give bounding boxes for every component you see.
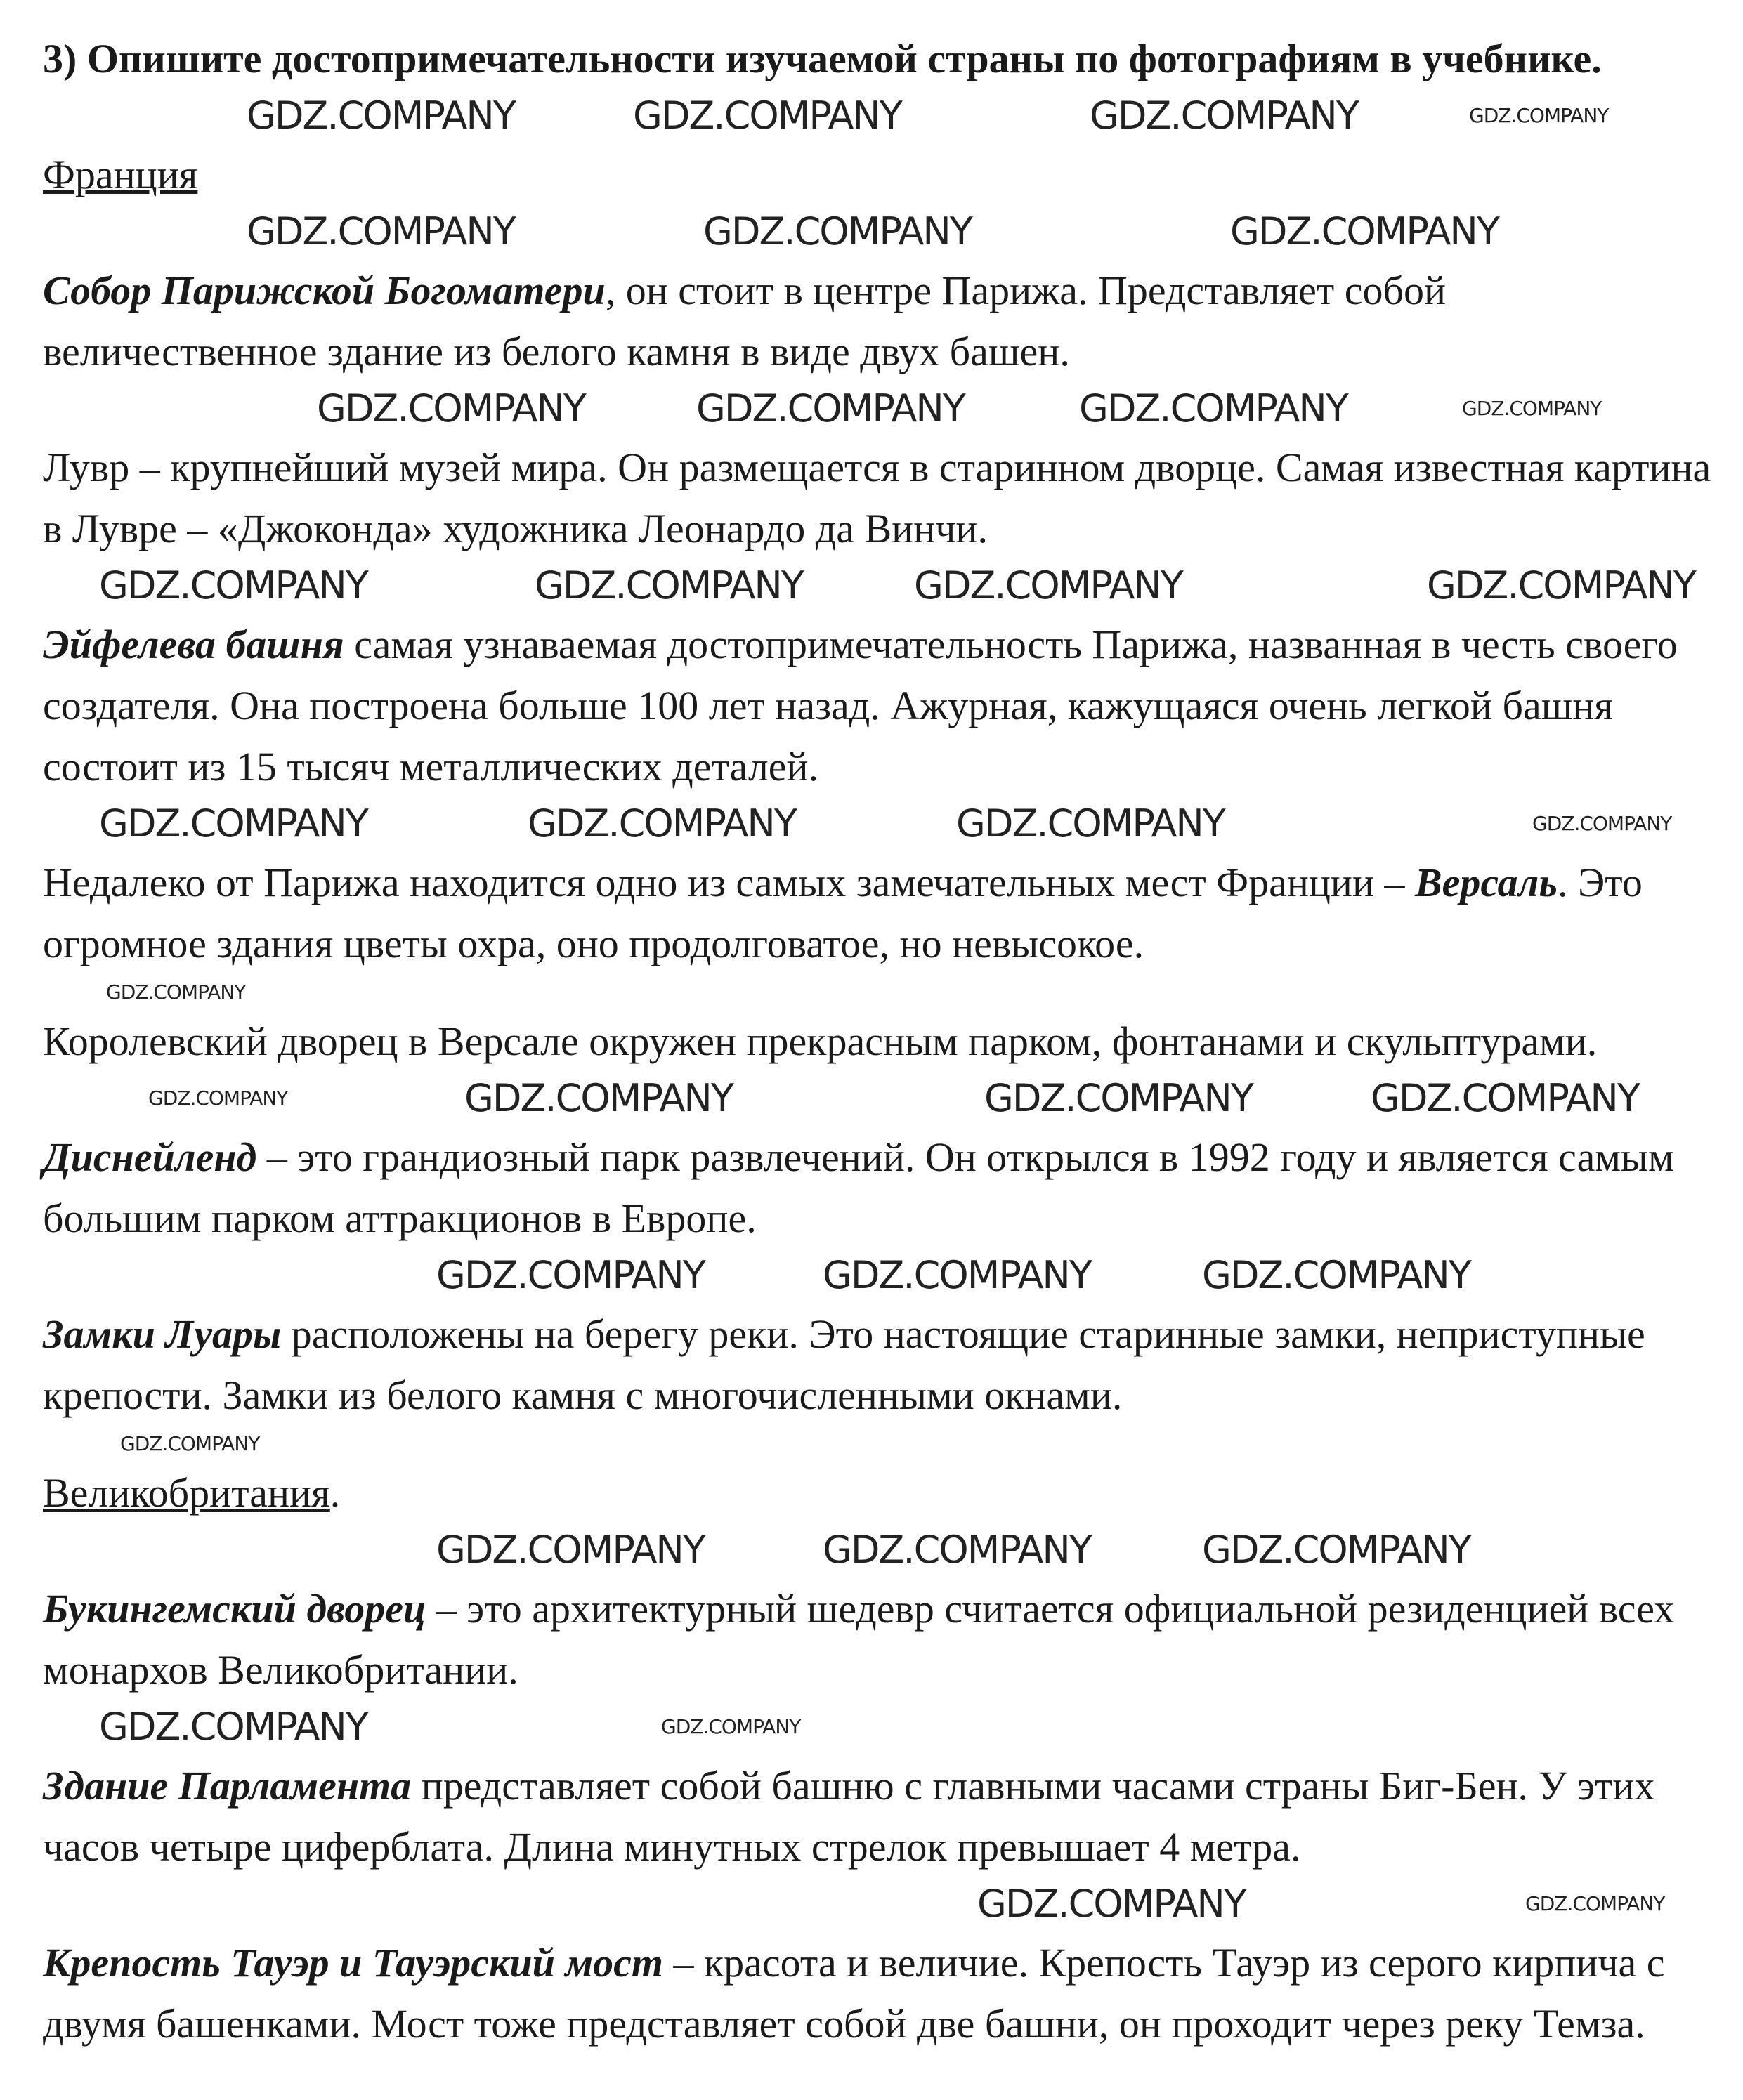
watermark: GDZ.COMPANY bbox=[1532, 812, 1672, 835]
watermark: GDZ.COMPANY bbox=[317, 386, 585, 431]
watermark: GDZ.COMPANY bbox=[1462, 397, 1602, 420]
country-heading bbox=[43, 1462, 1729, 1523]
watermark-row bbox=[43, 1703, 1729, 1752]
watermark: GDZ.COMPANY bbox=[1202, 1253, 1470, 1297]
section-france bbox=[43, 144, 1729, 1459]
watermark: GDZ.COMPANY bbox=[823, 1253, 1091, 1297]
country-heading bbox=[43, 144, 1729, 205]
country-name: Великобритания bbox=[43, 1470, 330, 1516]
country-name: Франция bbox=[43, 152, 198, 197]
watermark: GDZ.COMPANY bbox=[528, 801, 796, 846]
watermark: GDZ.COMPANY bbox=[984, 1076, 1253, 1120]
paragraph-notre-dame bbox=[43, 260, 1729, 382]
watermark: GDZ.COMPANY bbox=[633, 93, 901, 138]
paragraph-text: Недалеко от Парижа находится одно из самых замечательных мест Франции – bbox=[43, 860, 1415, 905]
paragraph-text: Королевский дворец в Версале окружен прекрасным парком, фонтанами и скульптурами. bbox=[43, 1018, 1598, 1064]
lead-term: Эйфелева башня bbox=[43, 622, 344, 667]
paragraph-text: . Это огромное здания цветы охра, оно продолговатое, но невысокое. bbox=[43, 860, 1643, 966]
paragraph-tower bbox=[43, 1932, 1729, 2054]
watermark: GDZ.COMPANY bbox=[1079, 386, 1347, 431]
watermark: GDZ.COMPANY bbox=[1525, 1892, 1665, 1915]
watermark-row bbox=[43, 800, 1729, 849]
watermark-row bbox=[43, 1429, 1729, 1459]
watermark-row bbox=[43, 92, 1729, 141]
paragraph-text: Лувр – крупнейший музей мира. Он размещается в старинном дворце. Самая известная картина в Лувре – «Джоконда» художника Леонардо да Винчи. bbox=[43, 445, 1711, 551]
lead-term: Здание Парламента bbox=[43, 1763, 412, 1809]
paragraph-buckingham bbox=[43, 1578, 1729, 1700]
watermark: GDZ.COMPANY bbox=[914, 563, 1182, 608]
watermark: GDZ.COMPANY bbox=[977, 1882, 1246, 1926]
watermark: GDZ.COMPANY bbox=[1230, 209, 1499, 254]
paragraph-text: – это архитектурный шедевр считается официальной резиденцией всех монархов Великобритании. bbox=[43, 1586, 1675, 1693]
watermark: GDZ.COMPANY bbox=[823, 1528, 1091, 1572]
paragraph-louvre bbox=[43, 437, 1729, 559]
paragraph-text: – красота и величие. Крепость Тауэр из серого кирпича с двумя башенками. Мост тоже представляет собой две башни, он проходит через реку Темза. bbox=[43, 1940, 1665, 2047]
watermark: GDZ.COMPANY bbox=[535, 563, 803, 608]
watermark-row bbox=[43, 562, 1729, 611]
paragraph-eiffel bbox=[43, 614, 1729, 797]
watermark-row bbox=[43, 1880, 1729, 1929]
document bbox=[43, 0, 1729, 2082]
watermark: GDZ.COMPANY bbox=[696, 386, 965, 431]
watermark: GDZ.COMPANY bbox=[120, 1432, 260, 1455]
country-suffix: . bbox=[329, 1470, 341, 1516]
watermark: GDZ.COMPANY bbox=[1090, 93, 1358, 138]
watermark-row bbox=[43, 1252, 1729, 1301]
watermark: GDZ.COMPANY bbox=[99, 801, 367, 846]
paragraph-text: – это грандиозный парк развлечений. Он открылся в 1992 году и является самым большим парком аттракционов в Европе. bbox=[43, 1134, 1674, 1241]
watermark: GDZ.COMPANY bbox=[247, 93, 515, 138]
paragraph-disneyland bbox=[43, 1127, 1729, 1249]
watermark: GDZ.COMPANY bbox=[1427, 563, 1695, 608]
watermark: GDZ.COMPANY bbox=[436, 1253, 705, 1297]
paragraph-text: расположены на берегу реки. Это настоящие старинные замки, неприступные крепости. Замки из белого камня с многочисленными окнами. bbox=[43, 1311, 1645, 1418]
watermark: GDZ.COMPANY bbox=[247, 209, 515, 254]
paragraph-loire bbox=[43, 1304, 1729, 1426]
paragraph-versailles bbox=[43, 852, 1729, 974]
lead-term: Букингемский дворец bbox=[43, 1586, 426, 1632]
watermark-row bbox=[43, 1075, 1729, 1124]
paragraph-text: представляет собой башню с главными часами страны Биг-Бен. У этих часов четыре циферблата. Длина минутных стрелок превышает 4 метра. bbox=[43, 1763, 1655, 1870]
paragraph-text: , он стоит в центре Парижа. Представляет собой величественное здание из белого камня в виде двух башен. bbox=[43, 268, 1447, 374]
watermark-row bbox=[43, 977, 1729, 1008]
watermark: GDZ.COMPANY bbox=[436, 1528, 705, 1572]
paragraph-royal-palace bbox=[43, 1011, 1729, 1072]
lead-term: Собор Парижской Богоматери bbox=[43, 268, 606, 313]
section-uk bbox=[43, 1462, 1729, 2054]
watermark: GDZ.COMPANY bbox=[99, 563, 367, 608]
watermark: GDZ.COMPANY bbox=[148, 1087, 288, 1110]
watermark: GDZ.COMPANY bbox=[1371, 1076, 1639, 1120]
lead-term: Замки Луары bbox=[43, 1311, 282, 1357]
paragraph-text: самая узнаваемая достопримечательность Парижа, названная в честь своего создателя. Она построена больше 100 лет назад. Ажурная, кажущаяся очень легкой башня состоит из 15 тысяч металлических деталей. bbox=[43, 622, 1678, 789]
watermark: GDZ.COMPANY bbox=[106, 980, 246, 1004]
lead-term: Диснейленд bbox=[43, 1134, 257, 1180]
watermark: GDZ.COMPANY bbox=[956, 801, 1225, 846]
watermark: GDZ.COMPANY bbox=[703, 209, 972, 254]
watermark: GDZ.COMPANY bbox=[464, 1076, 733, 1120]
watermark-row bbox=[43, 1526, 1729, 1575]
watermark: GDZ.COMPANY bbox=[661, 1715, 801, 1738]
lead-term: Крепость Тауэр и Тауэрский мост bbox=[43, 1940, 663, 1986]
watermark: GDZ.COMPANY bbox=[1202, 1528, 1470, 1572]
paragraph-parliament bbox=[43, 1755, 1729, 1877]
watermark-row bbox=[43, 208, 1729, 257]
task-title: 3) Опишите достопримечательности изучаемой страны по фотографиям в учебнике. bbox=[43, 36, 1602, 81]
lead-term: Версаль bbox=[1415, 860, 1558, 905]
watermark: GDZ.COMPANY bbox=[99, 1705, 367, 1749]
watermark-row bbox=[43, 385, 1729, 434]
watermark: GDZ.COMPANY bbox=[1469, 104, 1609, 127]
